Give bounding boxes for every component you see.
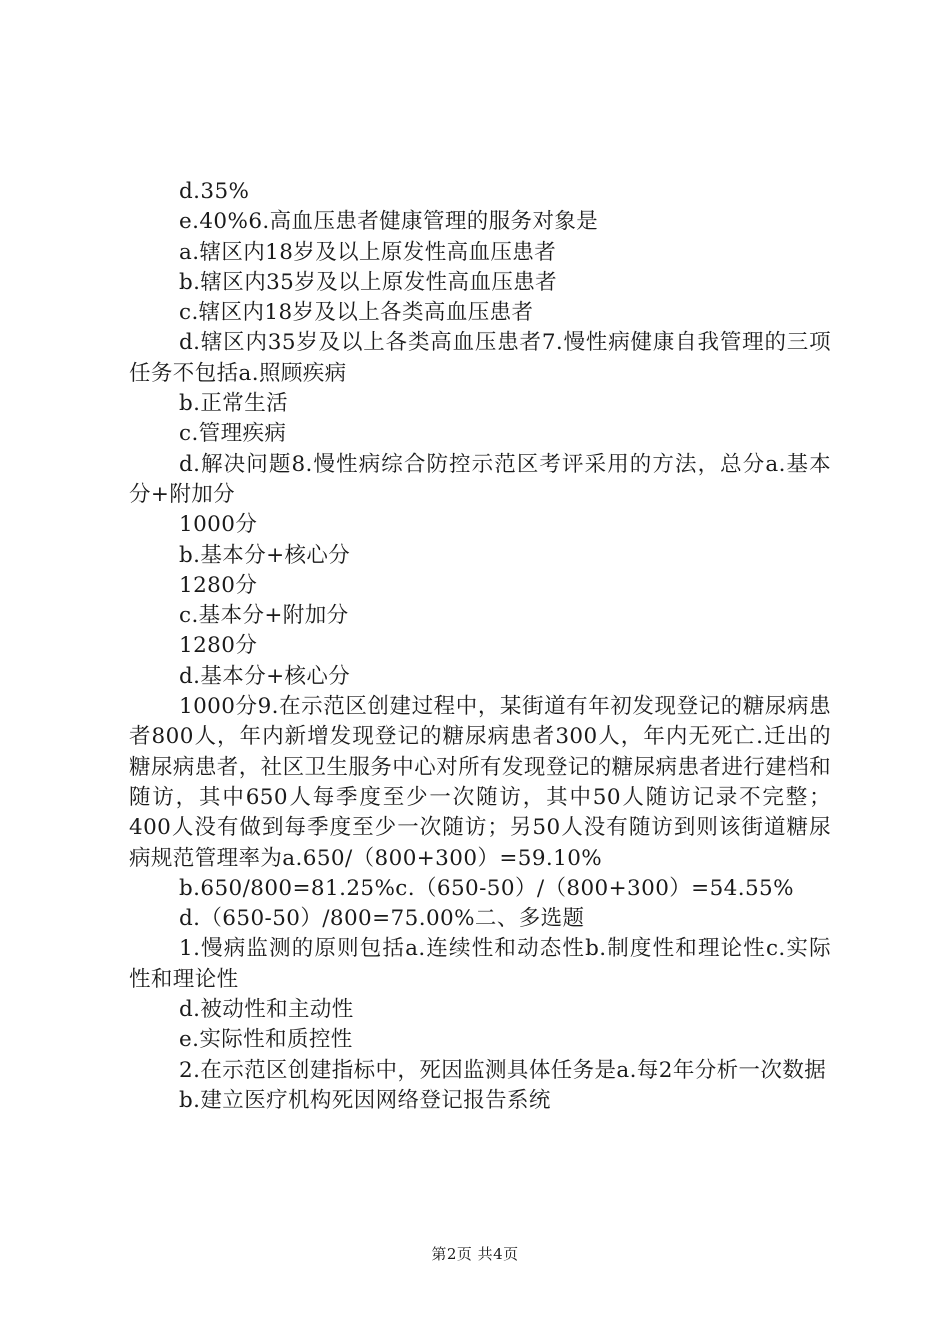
paragraph: 2.在示范区创建指标中，死因监测具体任务是a.每2年分析一次数据: [179, 1057, 827, 1083]
paragraph: b.建立医疗机构死因网络登记报告系统: [179, 1087, 551, 1113]
document-body: [129, 177, 831, 1116]
paragraph: 1000分9.在示范区创建过程中，某街道有年初发现登记的糖尿病患者800人，年内新增发现登记的糖尿病患者300人，年内无死亡.迁出的糖尿病患者，社区卫生服务中心对所有发现登记的糖尿病患者进行建档和随访，其中650人每季度至少一次随访，其中50人随访记录不完整；400人没有做到每季度至少一次随访；另50人没有随访到则该街道糖尿病规范管理率为a.650/（800+300）=59.10%: [129, 694, 831, 871]
paragraph: b.正常生活: [179, 391, 288, 417]
paragraph: d.被动性和主动性: [179, 997, 354, 1023]
paragraph: e.40%6.高血压患者健康管理的服务对象是: [179, 209, 599, 235]
paragraph: b.基本分+核心分: [179, 542, 351, 568]
paragraph: c.管理疾病: [179, 421, 287, 447]
paragraph: a.辖区内18岁及以上原发性高血压患者: [179, 239, 557, 265]
paragraph: b.650/800=81.25%c.（650-50）/（800+300）=54.55%: [179, 875, 794, 901]
paragraph: b.辖区内35岁及以上原发性高血压患者: [179, 269, 558, 295]
paragraph: d.解决问题8.慢性病综合防控示范区考评采用的方法，总分a.基本分+附加分: [129, 451, 831, 507]
paragraph: 1.慢病监测的原则包括a.连续性和动态性b.制度性和理论性c.实际性和理论性: [129, 936, 831, 992]
paragraph: c.辖区内18岁及以上各类高血压患者: [179, 300, 534, 326]
page-footer: 第2页 共4页: [431, 1245, 519, 1263]
paragraph: 1280分: [179, 572, 258, 598]
paragraph: 1000分: [179, 512, 258, 538]
paragraph: d.35%: [179, 179, 250, 204]
paragraph: d.基本分+核心分: [179, 663, 351, 689]
paragraph: d.（650-50）/800=75.00%二、多选题: [179, 906, 585, 932]
paragraph: 1280分: [179, 633, 258, 659]
paragraph: d.辖区内35岁及以上各类高血压患者7.慢性病健康自我管理的三项任务不包括a.照顾疾病: [129, 330, 831, 386]
paragraph: c.基本分+附加分: [179, 603, 349, 629]
paragraph: e.实际性和质控性: [179, 1027, 353, 1053]
